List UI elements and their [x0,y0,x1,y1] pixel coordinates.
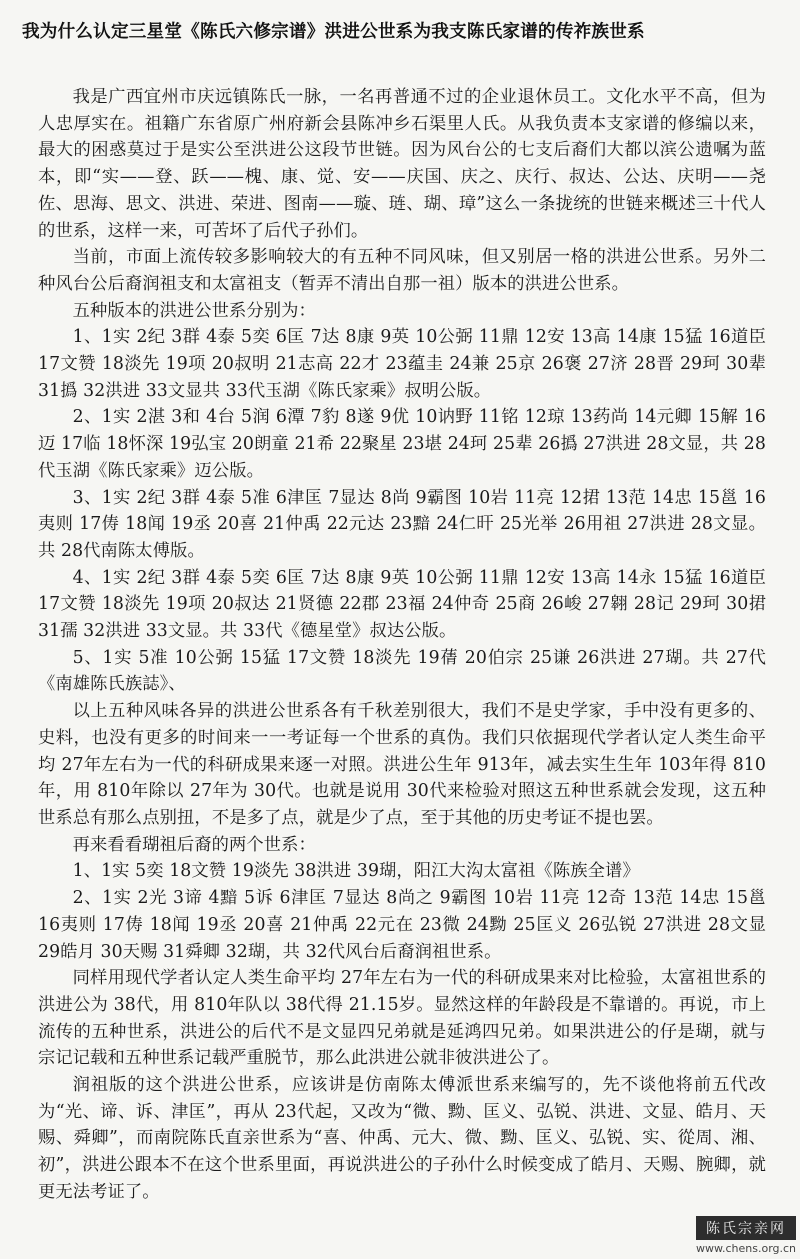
site-watermark [696,1216,796,1255]
watermark-name: 陈氏宗亲网 [696,1216,796,1240]
lineage-version-4: 4、1实 2纪 3群 4泰 5奕 6匡 7达 8康 9英 10公弼 11鼎 12安 13高 14永 15猛 16道臣 17文赞 18淡先 19项 20叔达 21贤德 22郡 23福 24仲奇 25商 26峻 27翱 28记 29珂 30捃 31孺 32洪进 33文显。共 33代《德星堂》叔达公版。 [38,567,766,642]
document-title: 我为什么认定三星堂《陈氏六修宗谱》洪进公世系为我支陈氏家谱的传祚族世系 [22,22,645,42]
paragraph-intro: 我是广西宜州市庆远镇陈氏一脉，一名再普通不过的企业退休员工。文化水平不高，但为人忠厚实在。祖籍广东省原广州府新会县陈冲乡石渠里人氏。从我负责本支家谱的修编以来，最大的困惑莫过于是实公至洪进公这段节世链。因为风台公的七支后裔们大都以滨公遗嘱为蓝本，即“实——登、跃——槐、康、觉、安——庆国、庆之、庆行、叔达、公达、庆明——尧佐、思海、思文、洪进、荣进、图南——璇、琏、瑚、璋”这么一条拢统的世链来概述三十代人的世系，这样一来，可苦坏了后代子孙们。 [38,87,766,241]
paragraph-hu-lineages: 再来看看瑚祖后裔的两个世系： [72,834,316,855]
lineage-version-5: 5、1实 5准 10公弼 15猛 17文赞 18淡先 19蒨 20伯宗 25谦 26洪进 27瑚。共 27代《南雄陈氏族誌》、 [38,647,766,695]
paragraph-five-versions: 五种版本的洪进公世系分别为： [72,300,316,321]
paragraph-comparison: 同样用现代学者认定人类生命平均 27年左右为一代的科研成果来对比检验，太富祖世系的洪进公为 38代，用 810年队以 38代得 21.15岁。显然这样的年龄段是不靠谱的。再说，市上流传的五种世系，洪进公的后代不是文显四兄弟就是延鸿四兄弟。如果洪进公的仔是瑚，就与宗记记载和五种世系记载严重脱节，那么此洪进公就非彼洪进公了。 [38,968,766,1069]
paragraph-current: 当前，市面上流传较多影响较大的有五种不同风味，但又别居一格的洪进公世系。另外二种风台公后裔润祖支和太富祖支（暂弄不清出自那一祖）版本的洪进公世系。 [38,247,766,294]
hu-lineage-1: 1、1实 5奕 18文赞 19淡先 38洪进 39瑚，阳江大沟太富祖《陈族全谱》 [72,861,640,882]
paragraph-analysis: 以上五种风味各异的洪进公世系各有千秋差别很大，我们不是史学家，手中没有更多的、史料，也没有更多的时间来一一考证每一个世系的真伪。我们只依据现代学者认定人类生命平均 27年左右为一代的科研成果来逐一对照。洪进公生年 913年，减去实生生年 103年得 810年，用 810年除以 27年为 30代。也就是说用 30代来检验对照这五种世系就会发现，这五种世系总有那么点别扭，不是多了点，就是少了点，至于其他的历史考证不提也罢。 [38,701,766,828]
lineage-version-3: 3、1实 2纪 3群 4泰 5准 6津匡 7显达 8尚 9霸图 10岩 11亮 12捃 13范 14忠 15邕 16夷则 17俦 18闻 19丞 20喜 21仲禹 22元达 23黯 24仁旰 25光举 26用祖 27洪进 28文显。共 28代南陈太傅版。 [38,487,766,561]
lineage-version-2: 2、1实 2湛 3和 4台 5润 6潭 7豹 8遂 9优 10讷野 11铭 12琼 13药尚 14元卿 15解 16迈 17临 18怀深 19弘宝 20朗童 21希 22聚星 23堪 24珂 25辈 26撝 27洪进 28文显，共 28代玉湖《陈氏家乘》迈公版。 [38,407,766,481]
lineage-version-1: 1、1实 2纪 3群 4泰 5奕 6匡 7达 8康 9英 10公弼 11鼎 12安 13高 14康 15猛 16道臣 17文赞 18淡先 19项 20叔明 21志高 22才 23蕴圭 24兼 25京 26褒 27济 28晋 29珂 30辈 31撝 32洪进 33文显共 33代玉湖《陈氏家乘》叔明公版。 [38,327,766,401]
hu-lineage-2: 2、1实 2光 3谛 4黯 5诉 6津匡 7显达 8尚之 9霸图 10岩 11亮 12奇 13范 14忠 15邕 16夷则 17俦 18闻 19丞 20喜 21仲禹 22元在 23微 24黝 25匡义 26弘锐 27洪进 28文显 29皓月 30天赐 31舜卿 32瑚，共 32代风台后裔润祖世系。 [38,888,766,962]
paragraph-conclusion: 润祖版的这个洪进公世系，应该讲是仿南陈太傅派世系来编写的，先不谈他将前五代改为“光、谛、诉、津匡”，再从 23代起，又改为“微、黝、匡义、弘锐、洪进、文显、皓月、天赐、舜卿”，而南院陈氏直亲世系为“喜、仲禹、元大、微、黝、匡义、弘锐、实、從周、湘、初”，洪进公跟本不在这个世系里面，再说洪进公的子孙什么时候变成了皓月、天赐、腕卿，就更无法考证了。 [38,1075,766,1202]
watermark-url: www.chens.org.cn [696,1242,797,1255]
document-body [38,84,766,1206]
